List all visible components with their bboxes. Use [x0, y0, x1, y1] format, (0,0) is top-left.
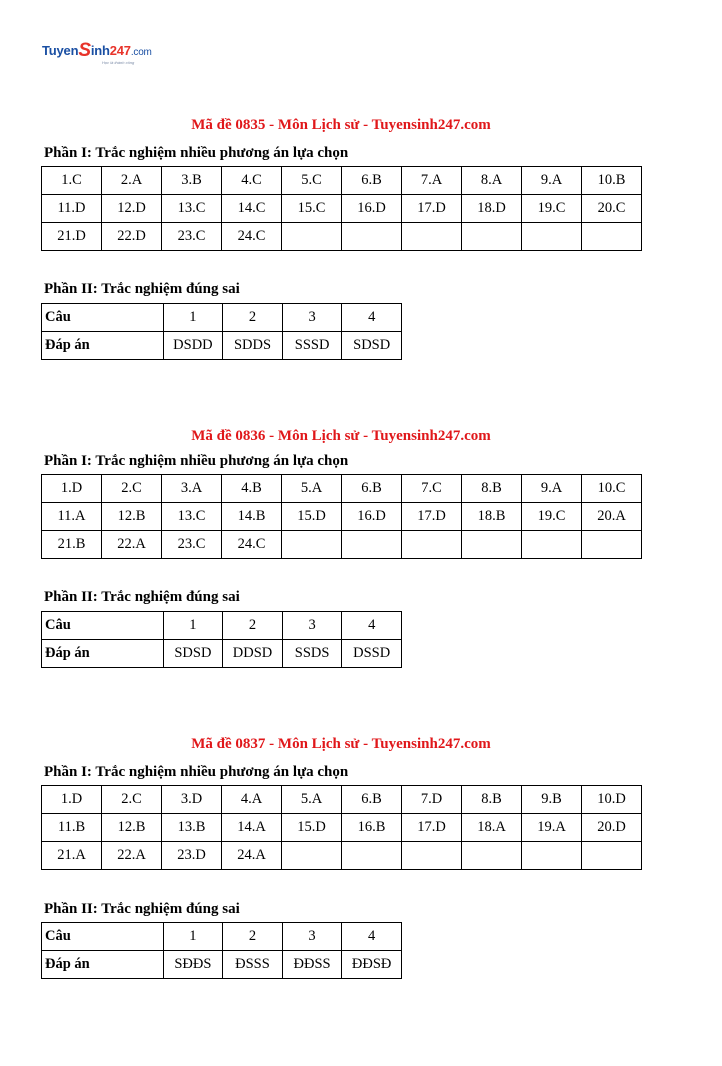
- answer-cell: 19.C: [522, 195, 582, 223]
- answer-cell: 8.B: [462, 786, 522, 814]
- answer-cell: [342, 223, 402, 251]
- answer-cell: 21.B: [42, 531, 102, 559]
- answer-cell: 15.D: [282, 503, 342, 531]
- answer-cell: ĐĐSĐ: [342, 951, 402, 979]
- answer-cell: 21.D: [42, 223, 102, 251]
- answer-cell: [462, 531, 522, 559]
- logo-wordmark: TuyenSinh247.com: [42, 40, 152, 61]
- answer-cell: 2.C: [102, 475, 162, 503]
- answer-cell: 11.D: [42, 195, 102, 223]
- answer-cell: 12.D: [102, 195, 162, 223]
- table-row: [42, 304, 402, 332]
- answer-cell: [402, 531, 462, 559]
- answer-cell: [582, 842, 642, 870]
- answer-cell: 12.B: [102, 503, 162, 531]
- answer-cell: 20.A: [582, 503, 642, 531]
- answer-cell: [402, 223, 462, 251]
- answer-cell: 9.A: [522, 475, 582, 503]
- table-row: [42, 923, 402, 951]
- question-number-cell: 1: [163, 304, 223, 332]
- answer-cell: 10.B: [582, 167, 642, 195]
- answer-cell: 18.B: [462, 503, 522, 531]
- part2-heading: Phần II: Trắc nghiệm đúng sai: [44, 281, 240, 297]
- answer-cell: 14.B: [222, 503, 282, 531]
- table-row: [42, 195, 642, 223]
- answer-cell: 5.A: [282, 475, 342, 503]
- answer-cell: DSSD: [342, 640, 402, 668]
- answer-cell: 11.B: [42, 814, 102, 842]
- answer-cell: 10.C: [582, 475, 642, 503]
- answer-cell: 17.D: [402, 195, 462, 223]
- answer-cell: 4.A: [222, 786, 282, 814]
- answer-cell: [462, 842, 522, 870]
- answer-cell: 19.A: [522, 814, 582, 842]
- question-header-label: Câu: [42, 612, 164, 640]
- answer-cell: 8.B: [462, 475, 522, 503]
- exam-code-title: Mã đề 0836 - Môn Lịch sử - Tuyensinh247.com: [191, 428, 491, 444]
- table-row: [42, 786, 642, 814]
- answer-cell: [342, 842, 402, 870]
- answer-cell: ĐĐSS: [282, 951, 342, 979]
- answer-cell: SDSD: [342, 332, 402, 360]
- multiple-choice-answer-table: [41, 785, 642, 870]
- question-number-cell: 3: [282, 304, 342, 332]
- answer-cell: 15.D: [282, 814, 342, 842]
- answer-cell: 21.A: [42, 842, 102, 870]
- answer-cell: 10.D: [582, 786, 642, 814]
- answer-cell: 9.A: [522, 167, 582, 195]
- answer-cell: DSDD: [163, 332, 223, 360]
- question-number-cell: 2: [223, 304, 283, 332]
- table-row: [42, 475, 642, 503]
- answer-row-label: Đáp án: [42, 640, 164, 668]
- answer-cell: 22.A: [102, 531, 162, 559]
- answer-cell: [342, 531, 402, 559]
- question-header-label: Câu: [42, 304, 164, 332]
- answer-cell: 22.D: [102, 223, 162, 251]
- answer-cell: 13.C: [162, 503, 222, 531]
- answer-cell: ĐSSS: [223, 951, 283, 979]
- table-row: [42, 503, 642, 531]
- answer-cell: 18.D: [462, 195, 522, 223]
- answer-cell: [582, 223, 642, 251]
- answer-cell: 6.B: [342, 786, 402, 814]
- answer-cell: SSDS: [282, 640, 342, 668]
- multiple-choice-answer-table: [41, 166, 642, 251]
- answer-cell: 3.B: [162, 167, 222, 195]
- answer-cell: 14.C: [222, 195, 282, 223]
- exam-code-title: Mã đề 0835 - Môn Lịch sử - Tuyensinh247.com: [191, 117, 491, 133]
- answer-cell: 16.B: [342, 814, 402, 842]
- answer-cell: 4.B: [222, 475, 282, 503]
- table-row: [42, 951, 402, 979]
- answer-cell: 1.C: [42, 167, 102, 195]
- table-row: [42, 167, 642, 195]
- answer-cell: 23.C: [162, 531, 222, 559]
- answer-cell: 1.D: [42, 786, 102, 814]
- question-number-cell: 1: [163, 612, 223, 640]
- tuyensinh247-logo: [42, 40, 152, 74]
- answer-cell: 7.D: [402, 786, 462, 814]
- answer-cell: 5.C: [282, 167, 342, 195]
- answer-cell: 17.D: [402, 814, 462, 842]
- question-number-cell: 3: [282, 923, 342, 951]
- answer-cell: [402, 842, 462, 870]
- question-number-cell: 4: [342, 304, 402, 332]
- answer-cell: 16.D: [342, 195, 402, 223]
- answer-cell: 1.D: [42, 475, 102, 503]
- answer-cell: 2.C: [102, 786, 162, 814]
- answer-cell: SĐĐS: [163, 951, 223, 979]
- answer-cell: SSSD: [282, 332, 342, 360]
- answer-cell: 7.C: [402, 475, 462, 503]
- answer-cell: [582, 531, 642, 559]
- true-false-answer-table: [41, 922, 402, 979]
- table-row: [42, 640, 402, 668]
- question-number-cell: 2: [223, 612, 283, 640]
- question-number-cell: 3: [282, 612, 342, 640]
- answer-cell: [282, 842, 342, 870]
- part2-heading: Phần II: Trắc nghiệm đúng sai: [44, 589, 240, 605]
- answer-cell: 22.A: [102, 842, 162, 870]
- answer-cell: 3.A: [162, 475, 222, 503]
- answer-cell: 4.C: [222, 167, 282, 195]
- question-number-cell: 4: [342, 612, 402, 640]
- table-row: [42, 814, 642, 842]
- answer-cell: 23.C: [162, 223, 222, 251]
- question-number-cell: 2: [223, 923, 283, 951]
- question-number-cell: 4: [342, 923, 402, 951]
- answer-cell: 6.B: [342, 475, 402, 503]
- answer-cell: 8.A: [462, 167, 522, 195]
- answer-cell: [282, 531, 342, 559]
- part1-heading: Phần I: Trắc nghiệm nhiều phương án lựa chọn: [44, 145, 349, 161]
- answer-cell: 2.A: [102, 167, 162, 195]
- answer-cell: [522, 223, 582, 251]
- answer-cell: 24.C: [222, 531, 282, 559]
- answer-cell: 18.A: [462, 814, 522, 842]
- question-number-cell: 1: [163, 923, 223, 951]
- answer-cell: [462, 223, 522, 251]
- answer-cell: 24.A: [222, 842, 282, 870]
- table-row: [42, 223, 642, 251]
- answer-cell: 19.C: [522, 503, 582, 531]
- answer-cell: 12.B: [102, 814, 162, 842]
- answer-cell: [522, 842, 582, 870]
- exam-code-title: Mã đề 0837 - Môn Lịch sử - Tuyensinh247.com: [191, 736, 491, 752]
- answer-cell: [522, 531, 582, 559]
- answer-row-label: Đáp án: [42, 951, 164, 979]
- answer-cell: SDDS: [223, 332, 283, 360]
- table-row: [42, 332, 402, 360]
- part1-heading: Phần I: Trắc nghiệm nhiều phương án lựa chọn: [44, 764, 349, 780]
- answer-cell: DDSD: [223, 640, 283, 668]
- logo-tagline: Học là thành công: [102, 60, 135, 65]
- multiple-choice-answer-table: [41, 474, 642, 559]
- table-row: [42, 842, 642, 870]
- answer-cell: 9.B: [522, 786, 582, 814]
- answer-cell: 6.B: [342, 167, 402, 195]
- answer-cell: 15.C: [282, 195, 342, 223]
- answer-cell: 11.A: [42, 503, 102, 531]
- answer-cell: 20.C: [582, 195, 642, 223]
- answer-row-label: Đáp án: [42, 332, 164, 360]
- answer-cell: 17.D: [402, 503, 462, 531]
- part1-heading: Phần I: Trắc nghiệm nhiều phương án lựa chọn: [44, 453, 349, 469]
- answer-cell: 5.A: [282, 786, 342, 814]
- answer-cell: 16.D: [342, 503, 402, 531]
- answer-cell: 24.C: [222, 223, 282, 251]
- answer-cell: 20.D: [582, 814, 642, 842]
- answer-cell: 23.D: [162, 842, 222, 870]
- answer-cell: 13.C: [162, 195, 222, 223]
- table-row: [42, 531, 642, 559]
- answer-cell: [282, 223, 342, 251]
- answer-cell: 14.A: [222, 814, 282, 842]
- question-header-label: Câu: [42, 923, 164, 951]
- true-false-answer-table: [41, 303, 402, 360]
- table-row: [42, 612, 402, 640]
- answer-cell: 13.B: [162, 814, 222, 842]
- answer-cell: 7.A: [402, 167, 462, 195]
- answer-cell: SDSD: [163, 640, 223, 668]
- true-false-answer-table: [41, 611, 402, 668]
- part2-heading: Phần II: Trắc nghiệm đúng sai: [44, 901, 240, 917]
- answer-cell: 3.D: [162, 786, 222, 814]
